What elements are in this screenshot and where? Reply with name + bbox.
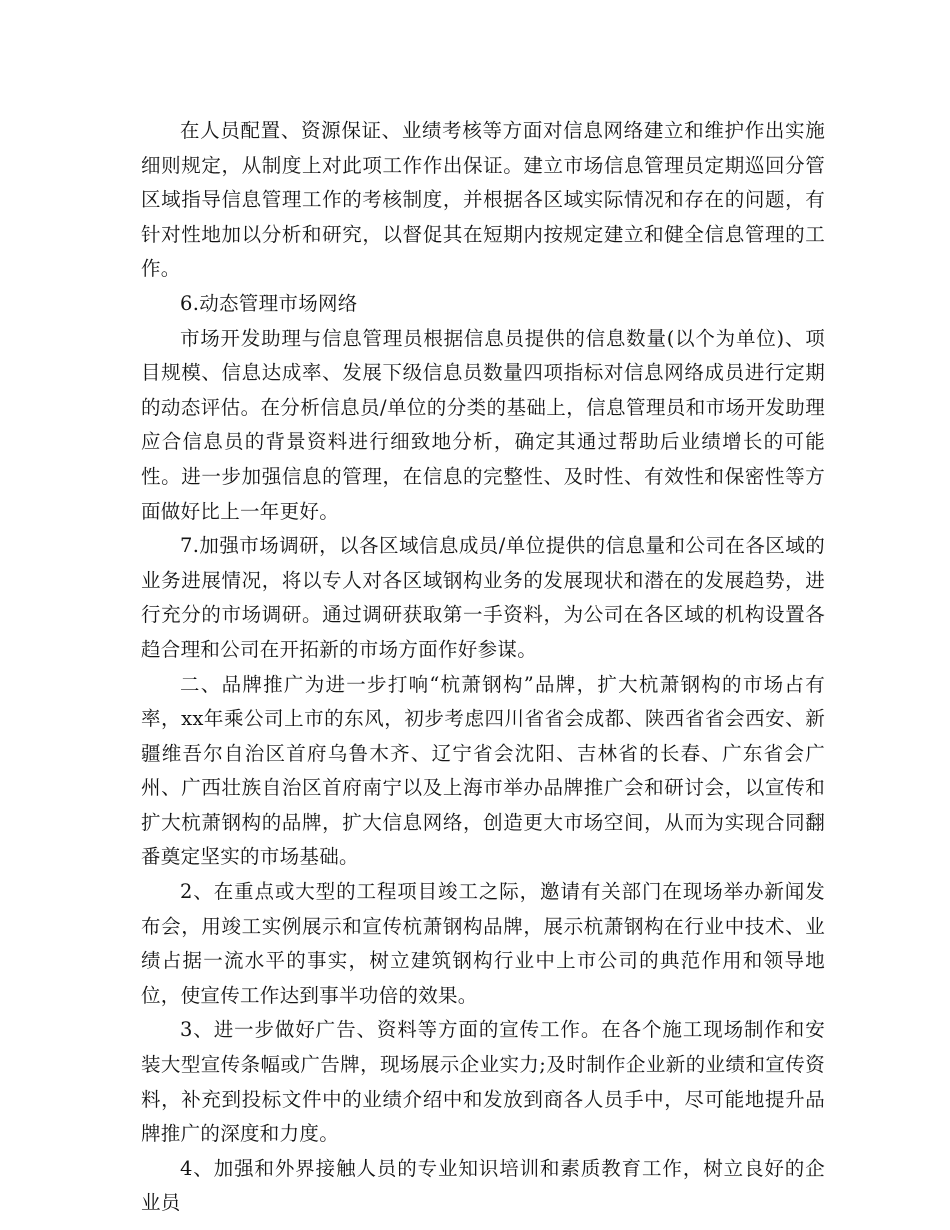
paragraph-dynamic-evaluation: 市场开发助理与信息管理员根据信息员提供的信息数量(以个为单位)、项目规模、信息达成率、发展下级信息员数量四项指标对信息网络成员进行定期的动态评估。在分析信息员/单位的分类的基础上，信息管理员和市场开发助理应合信息员的背景资料进行细致地分析，确定其通过帮助后业绩增长的可能性。进一步加强信息的管理，在信息的完整性、及时性、有效性和保密性等方面做好比上一年更好。 bbox=[141, 326, 825, 523]
paragraph-advertising: 3、进一步做好广告、资料等方面的宣传工作。在各个施工现场制作和安装大型宣传条幅或广告牌，现场展示企业实力;及时制作企业新的业绩和宣传资料，补充到投标文件中的业绩介绍中和发放到商各人员手中，尽可能地提升品牌推广的深度和力度。 bbox=[141, 1018, 825, 1146]
document-body bbox=[141, 114, 825, 1221]
paragraph-market-research: 7.加强市场调研，以各区域信息成员/单位提供的信息量和公司在各区域的业务进展情况，将以专人对各区域钢构业务的发展现状和潜在的发展趋势，进行充分的市场调研。通过调研获取第一手资料，为公司在各区域的机构设置各趋合理和公司在开拓新的市场方面作好参谋。 bbox=[141, 534, 825, 661]
paragraph-training: 4、加强和外界接触人员的专业知识培训和素质教育工作，树立良好的企业员 bbox=[141, 1156, 825, 1215]
paragraph-press-conference: 2、在重点或大型的工程项目竣工之际，邀请有关部门在现场举办新闻发布会，用竣工实例展示和宣传杭萧钢构品牌，展示杭萧钢构在行业中技术、业绩占据一流水平的事实，树立建筑钢构行业中上市公司的典范作用和领导地位，使宣传工作达到事半功倍的效果。 bbox=[141, 880, 825, 1007]
heading-dynamic-management: 6.动态管理市场网络 bbox=[180, 291, 358, 315]
paragraph-brand-promotion: 二、品牌推广为进一步打响“杭萧钢构”品牌，扩大杭萧钢构的市场占有率，xx年乘公司上市的东风，初步考虑四川省省会成都、陕西省省会西安、新疆维吾尔自治区首府乌鲁木齐、辽宁省会沈阳、吉林省的长春、广东省会广州、广西壮族自治区首府南宁以及上海市举办品牌推广会和研讨会，以宣传和扩大杭萧钢构的品牌，扩大信息网络，创造更大市场空间，从而为实现合同翻番奠定坚实的市场基础。 bbox=[141, 672, 825, 869]
paragraph-info-network-guarantee: 在人员配置、资源保证、业绩考核等方面对信息网络建立和维护作出实施细则规定，从制度上对此项工作作出保证。建立市场信息管理员定期巡回分管区域指导信息管理工作的考核制度，并根据各区域实际情况和存在的问题，有针对性地加以分析和研究，以督促其在短期内按规定建立和健全信息管理的工作。 bbox=[141, 119, 825, 281]
